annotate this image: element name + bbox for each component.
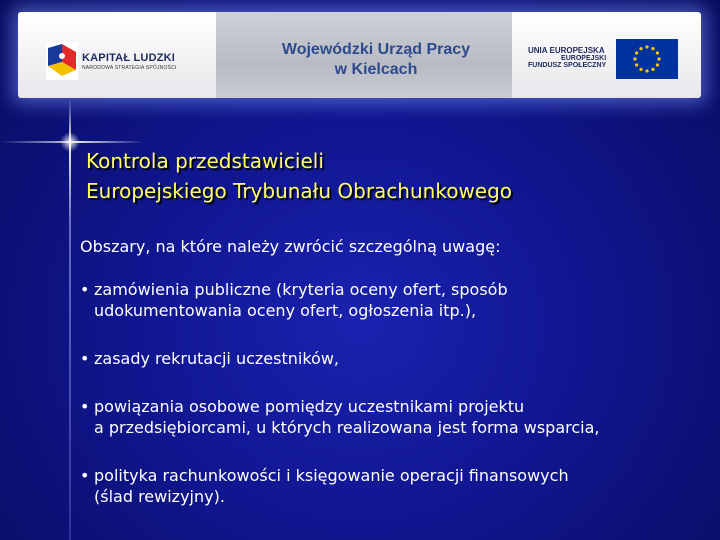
bullet-item	[80, 465, 714, 507]
bullet-line: (ślad rewizyjny).	[94, 487, 225, 506]
bullet-item	[80, 279, 714, 321]
bullet-line: • powiązania osobowe pomiędzy uczestnikami projektu	[94, 397, 525, 416]
bullet-item	[80, 396, 714, 438]
eu-text-line1: UNIA EUROPEJSKA	[528, 46, 605, 55]
lead-text: Obszary, na które należy zwrócić szczególną uwagę:	[80, 237, 501, 256]
bullet-line: a przedsiębiorcami, u których realizowana jest forma wsparcia,	[94, 418, 600, 437]
bullet-line: • zamówienia publiczne (kryteria oceny ofert, sposób	[94, 280, 508, 299]
bullet-line: • zasady rekrutacji uczestników,	[94, 349, 339, 368]
eu-text-block	[528, 46, 606, 69]
kapital-ludzki-name: KAPITAŁ LUDZKI	[82, 52, 176, 64]
bullet-list	[80, 279, 714, 507]
header-banner	[18, 12, 701, 98]
bullet-line: • polityka rachunkowości i księgowanie operacji finansowych	[94, 466, 569, 485]
banner-title-line2: w Kielcach	[334, 61, 418, 78]
slide-content	[80, 236, 714, 534]
eu-flag-icon	[616, 39, 678, 79]
banner-title-line1: Wojewódzki Urząd Pracy	[281, 41, 471, 58]
bullet-item	[80, 348, 714, 369]
eu-text-line3: FUNDUSZ SPOŁECZNY	[528, 62, 607, 69]
eu-text-line2: EUROPEJSKI	[561, 55, 607, 62]
kapital-ludzki-logo-icon	[46, 42, 78, 80]
slide-title-line2: Europejskiego Trybunału Obrachunkowego	[86, 179, 513, 203]
decorative-sparkle	[60, 132, 80, 152]
kapital-ludzki-subtitle: NARODOWA STRATEGIA SPÓJNOŚCI	[82, 65, 177, 71]
banner-title	[216, 40, 536, 80]
bullet-line: udokumentowania oceny ofert, ogłoszenia itp.),	[94, 301, 477, 320]
slide-title-line1: Kontrola przedstawicieli	[86, 149, 324, 173]
kapital-ludzki-text	[82, 52, 177, 71]
decorative-cross-vertical	[69, 98, 71, 540]
slide-title	[86, 146, 706, 206]
